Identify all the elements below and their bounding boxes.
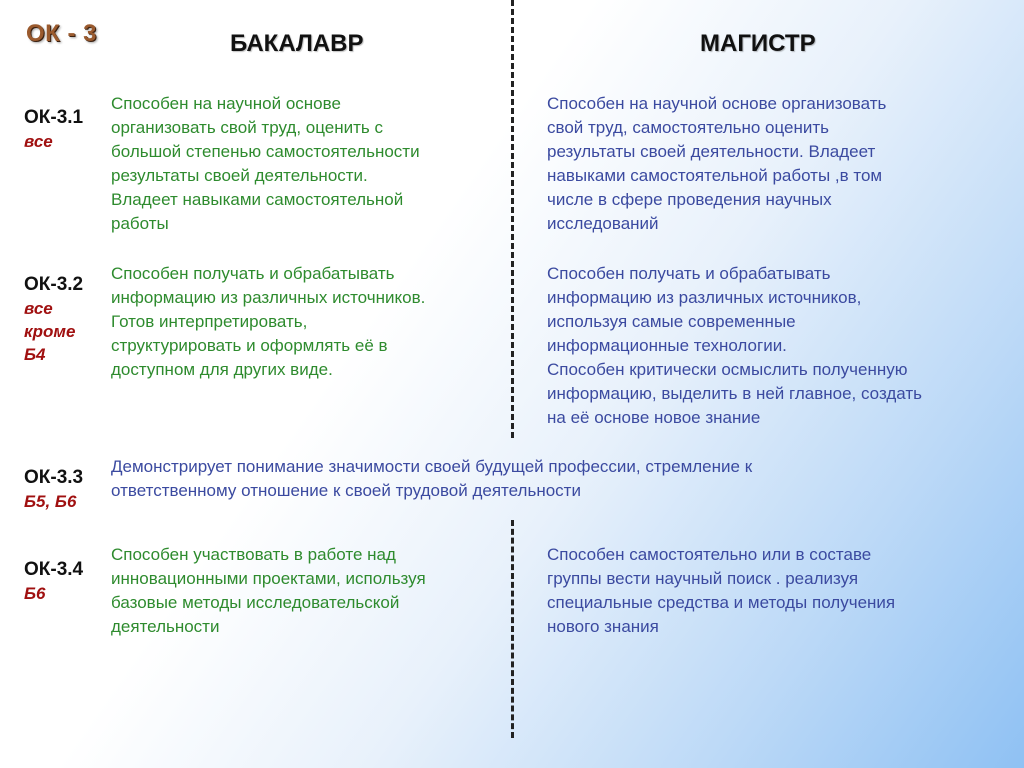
- master-description: Способен на научной основе организовать свой труд, самостоятельно оценить результаты своей деятельности. Владеет навыками самостоятельной работы ,в том числе в сфере проведения научных исследований: [547, 94, 887, 233]
- bachelor-description: Способен участвовать в работе над инновационными проектами, используя базовые методы исследовательской деятельности: [111, 545, 426, 636]
- slide-title: ОК - 3: [26, 20, 97, 47]
- competency-code: ОК-3.4: [24, 559, 84, 580]
- column-divider-upper: [511, 0, 514, 438]
- competency-code: ОК-3.1: [24, 107, 84, 128]
- bachelor-description: Способен получать и обрабатывать информацию из различных источников. Готов интерпретировать, структурировать и оформлять её в доступном для других виде.: [111, 264, 426, 379]
- competency-code: ОК-3.2: [24, 274, 84, 295]
- competency-code: ОК-3.3: [24, 467, 84, 488]
- competency-row-2: [24, 273, 83, 366]
- column-divider-lower: [511, 520, 514, 738]
- competency-row-4: [24, 558, 83, 605]
- competency-row-1: [24, 106, 83, 153]
- master-description: Способен самостоятельно или в составе группы вести научный поиск . реализуя специальные средства и методы получения нового знания: [547, 545, 896, 636]
- common-description: Демонстрирует понимание значимости своей будущей профессии, стремление к ответственному отношение к своей трудовой деятельности: [111, 457, 753, 500]
- competency-programs: Б5, Б6: [24, 492, 77, 511]
- bachelor-column-header: БАКАЛАВР: [230, 30, 364, 57]
- competency-programs: все кроме Б4: [24, 299, 76, 364]
- master-column-header: МАГИСТР: [700, 30, 816, 57]
- bachelor-description: Способен на научной основе организовать свой труд, оценить с большой степенью самостоятельности результаты своей деятельности. Владеет навыками самостоятельной работы: [111, 94, 420, 233]
- competency-row-3: [24, 466, 83, 513]
- master-description: Способен получать и обрабатывать информацию из различных источников, используя самые современные информационные технологии. Способен критически осмыслить полученную информацию, выделить в ней главное, создать на её основе новое знание: [547, 264, 923, 427]
- competency-programs: Б6: [24, 584, 46, 603]
- competency-programs: все: [24, 132, 53, 151]
